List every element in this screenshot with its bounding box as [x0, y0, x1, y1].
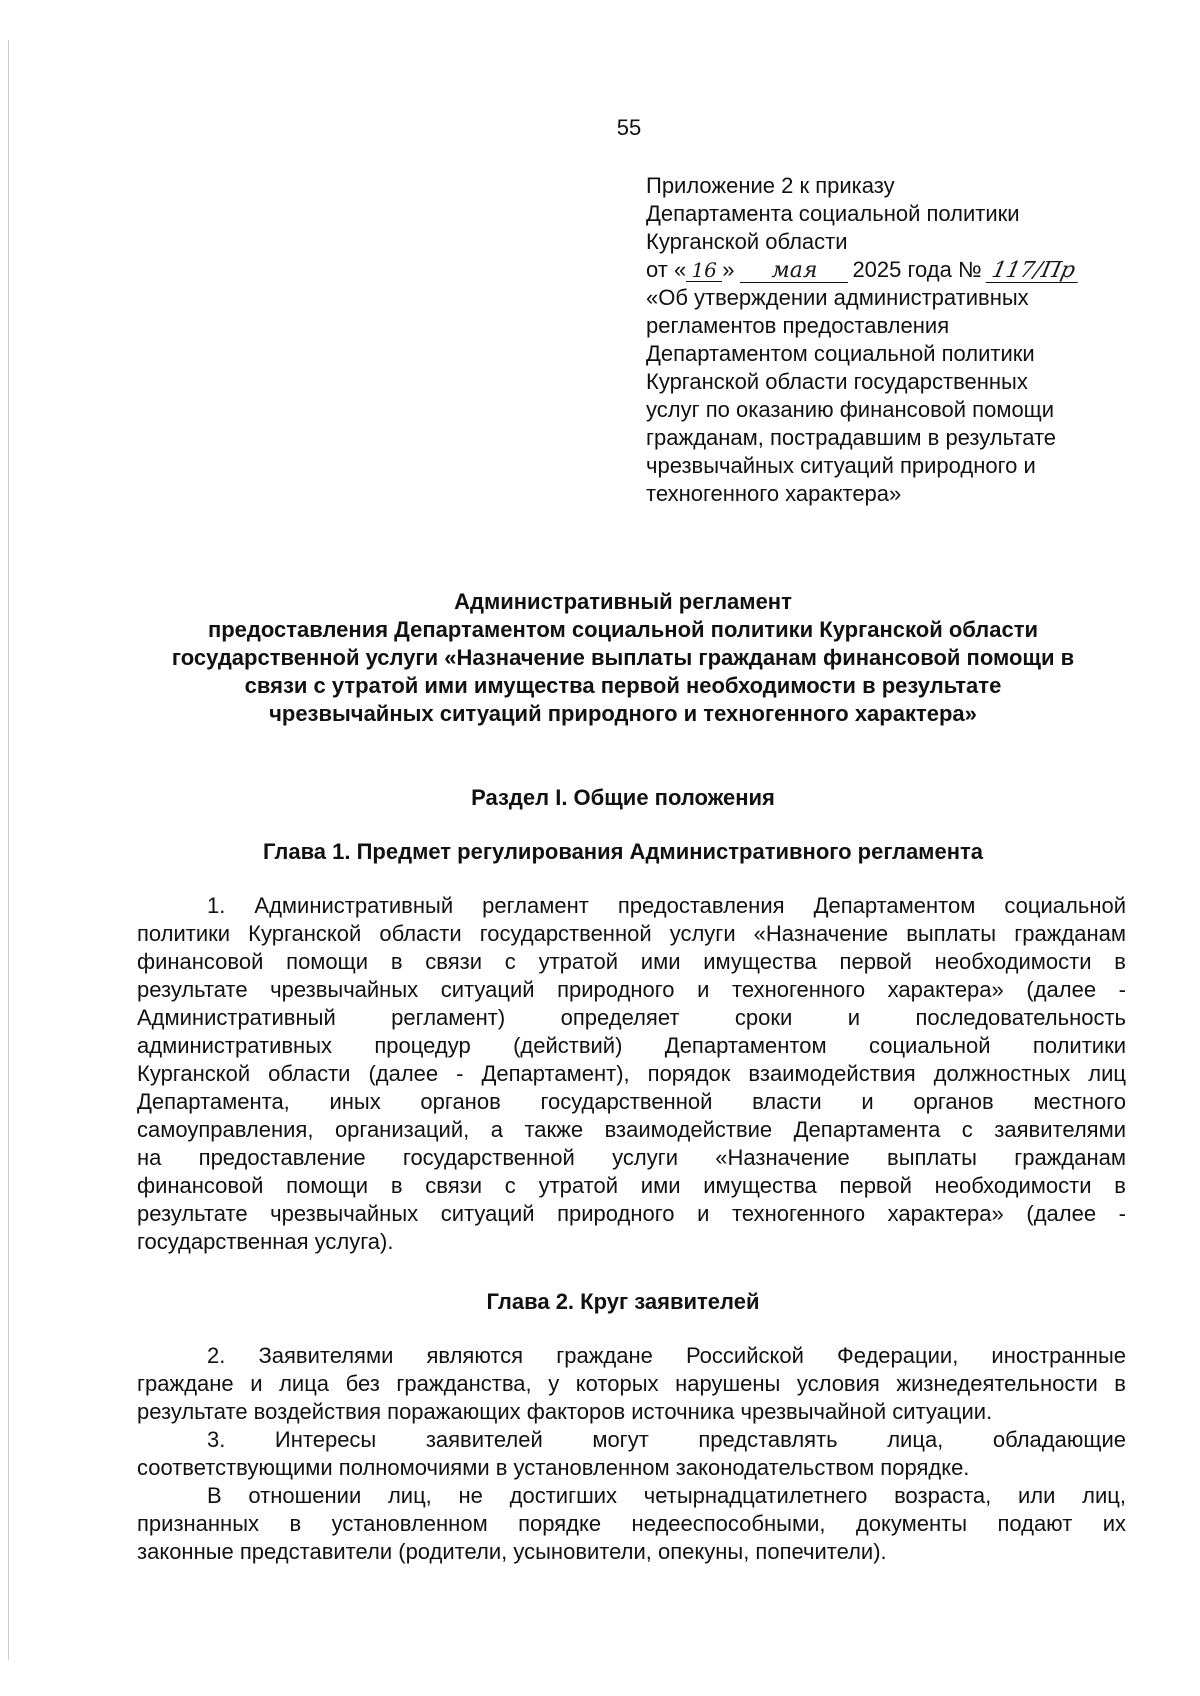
paragraph-line: 2. Заявителями являются граждане Российской Федерации, иностранные [207, 1343, 1126, 1368]
appendix-subject-line: услуг по оказанию финансовой помощи [646, 397, 1055, 422]
title-line: чрезвычайных ситуаций природного и техногенного характера» [269, 701, 977, 726]
chapter-2-heading: Глава 2. Круг заявителей [486, 1289, 760, 1314]
title-line: государственной услуги «Назначение выплаты гражданам финансовой помощи в [171, 645, 1075, 670]
appendix-header [646, 172, 1126, 508]
paragraph-line: граждане и лица без гражданства, у которых нарушены условия жизнедеятельности в [137, 1371, 1126, 1396]
date-prefix: от « [646, 257, 687, 282]
paragraph-line: административных процедур (действий) Департаментом социальной политики [137, 1033, 1126, 1058]
appendix-subject-line: Курганской области государственных [646, 369, 1028, 394]
paragraph-line: Административный регламент) определяет сроки и последовательность [137, 1005, 1126, 1030]
handwritten-month: мая [740, 260, 848, 283]
order-date-line [646, 256, 1126, 284]
date-year: 2025 года № [852, 257, 982, 282]
appendix-subject-line: регламентов предоставления [646, 313, 950, 338]
section-heading: Раздел I. Общие положения [471, 785, 775, 810]
appendix-subject-line: чрезвычайных ситуаций природного и [646, 453, 1036, 478]
document-title [120, 588, 1126, 728]
scan-edge-line [8, 40, 9, 1660]
paragraph-line: признанных в установленном порядке недееспособными, документы подают их [137, 1511, 1126, 1536]
paragraph-line: Департамента, иных органов государственной власти и органов местного [137, 1089, 1126, 1114]
paragraph-line: законные представители (родители, усыновители, опекуны, попечители). [137, 1539, 887, 1564]
page-number: 55 [616, 115, 642, 140]
paragraph-line: на предоставление государственной услуги «Назначение выплаты гражданам [137, 1145, 1126, 1170]
appendix-subject-line: гражданам, пострадавшим в результате [646, 425, 1057, 450]
chapter-1-heading: Глава 1. Предмет регулирования Административного регламента [262, 839, 983, 864]
paragraph-line: результате чрезвычайных ситуаций природного и техногенного характера» (далее - [137, 1201, 1126, 1226]
handwritten-order-number: 117/Пр [985, 260, 1082, 283]
paragraph-line: финансовой помощи в связи с утратой ими имущества первой необходимости в [137, 1173, 1126, 1198]
appendix-subject-line: Департаментом социальной политики [646, 341, 1035, 366]
paragraph-line: политики Курганской области государственной услуги «Назначение выплаты гражданам [137, 921, 1126, 946]
paragraph-2 [137, 1342, 1126, 1426]
paragraph-line: самоуправления, организаций, а также взаимодействие Департамента с заявителями [137, 1117, 1126, 1142]
title-line: связи с утратой ими имущества первой необходимости в результате [244, 673, 1002, 698]
paragraph-line: Курганской области (далее - Департамент), порядок взаимодействия должностных лиц [137, 1061, 1126, 1086]
paragraph-line: В отношении лиц, не достигших четырнадцатилетнего возраста, или лиц, [207, 1483, 1126, 1508]
handwritten-day: 16 [686, 259, 722, 282]
paragraph-line: соответствующими полномочиями в установленном законодательством порядке. [137, 1455, 970, 1480]
paragraph-line: результате чрезвычайных ситуаций природного и техногенного характера» (далее - [137, 977, 1126, 1002]
paragraph-4 [137, 1482, 1126, 1566]
paragraph-line: результате воздействия поражающих факторов источника чрезвычайной ситуации. [137, 1399, 993, 1424]
paragraph-3 [137, 1426, 1126, 1482]
title-line: предоставления Департаментом социальной политики Курганской области [207, 617, 1039, 642]
appendix-line-2: Департамента социальной политики [646, 201, 1020, 226]
title-line: Административный регламент [454, 589, 792, 614]
paragraph-line: государственная услуга). [137, 1229, 394, 1254]
appendix-subject-line: «Об утверждении административных [646, 285, 1029, 310]
paragraph-line: 3. Интересы заявителей могут представлять лица, обладающие [207, 1427, 1126, 1452]
date-mid: » [722, 257, 735, 282]
appendix-subject-line: техногенного характера» [646, 481, 902, 506]
paragraph-line: 1. Административный регламент предоставления Департаментом социальной [207, 893, 1126, 918]
appendix-line-3: Курганской области [646, 229, 848, 254]
appendix-line-1: Приложение 2 к приказу [646, 173, 895, 198]
paragraph-1 [137, 892, 1126, 1256]
paragraph-line: финансовой помощи в связи с утратой ими имущества первой необходимости в [137, 949, 1126, 974]
